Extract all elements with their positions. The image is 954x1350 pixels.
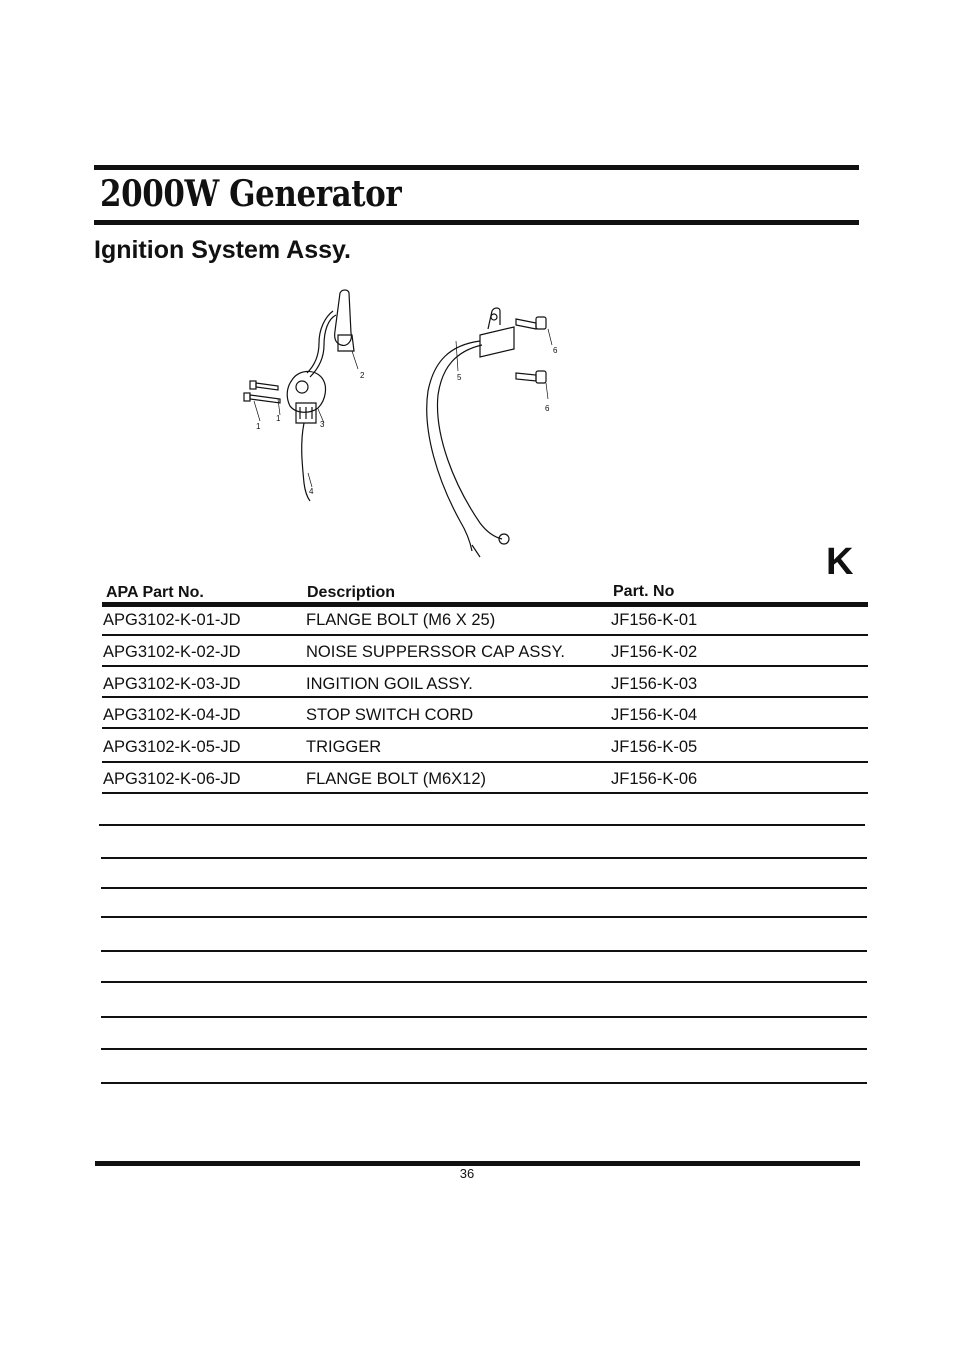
part-no: JF156-K-03 <box>611 675 698 693</box>
header-bottom-rule <box>94 220 859 225</box>
row-divider <box>102 727 868 729</box>
row-divider <box>102 792 868 794</box>
description: FLANGE BOLT (M6X12) <box>306 770 487 788</box>
callout-1a: 1 <box>256 422 261 431</box>
apa-part-no: APG3102-K-02-JD <box>103 643 241 661</box>
empty-row-divider <box>101 1048 867 1050</box>
page-title: 2000W Generator <box>100 173 402 215</box>
section-letter: K <box>826 541 854 583</box>
empty-row-divider <box>101 950 867 952</box>
empty-row-divider <box>101 1016 867 1018</box>
section-subtitle: Ignition System Assy. <box>94 236 352 264</box>
flange-bolt-m6x25-drawing <box>244 381 280 403</box>
empty-row-divider <box>99 824 865 826</box>
flange-bolt-m6x12-drawing <box>516 317 546 383</box>
trigger-drawing <box>427 308 514 557</box>
table-header-rule <box>102 602 868 607</box>
callout-5: 5 <box>457 373 462 382</box>
ignition-coil-drawing <box>287 371 325 423</box>
description: TRIGGER <box>306 738 382 756</box>
apa-part-no: APG3102-K-04-JD <box>103 706 241 724</box>
part-no: JF156-K-04 <box>611 706 698 724</box>
header-top-rule <box>94 165 859 170</box>
description: FLANGE BOLT (M6 X 25) <box>306 611 496 629</box>
row-divider <box>102 665 868 667</box>
noise-suppressor-cap-drawing <box>307 290 354 377</box>
ignition-system-diagram <box>220 285 560 565</box>
empty-row-divider <box>101 887 867 889</box>
row-divider <box>102 761 868 763</box>
callout-3: 3 <box>320 420 325 429</box>
column-header-apa-part-no: APA Part No. <box>106 584 204 601</box>
part-no: JF156-K-02 <box>611 643 698 661</box>
empty-row-divider <box>101 857 867 859</box>
description: NOISE SUPPERSSOR CAP ASSY. <box>306 643 565 661</box>
callout-6a: 6 <box>553 346 558 355</box>
apa-part-no: APG3102-K-05-JD <box>103 738 241 756</box>
empty-row-divider <box>101 981 867 983</box>
apa-part-no: APG3102-K-06-JD <box>103 770 241 788</box>
callout-1b: 1 <box>276 414 281 423</box>
description: STOP SWITCH CORD <box>306 706 474 724</box>
callout-6b: 6 <box>545 404 550 413</box>
part-no: JF156-K-01 <box>611 611 698 629</box>
part-no: JF156-K-05 <box>611 738 698 756</box>
row-divider <box>102 696 868 698</box>
column-header-description: Description <box>307 584 396 601</box>
callout-4: 4 <box>309 487 314 496</box>
callout-2: 2 <box>360 371 365 380</box>
empty-row-divider <box>101 916 867 918</box>
page-number: 36 <box>459 1166 475 1181</box>
column-header-part-no: Part. No <box>613 583 675 600</box>
empty-row-divider <box>101 1082 867 1084</box>
part-no: JF156-K-06 <box>611 770 698 788</box>
description: INGITION GOIL ASSY. <box>306 675 473 693</box>
apa-part-no: APG3102-K-03-JD <box>103 675 241 693</box>
row-divider <box>102 634 868 636</box>
apa-part-no: APG3102-K-01-JD <box>103 611 241 629</box>
